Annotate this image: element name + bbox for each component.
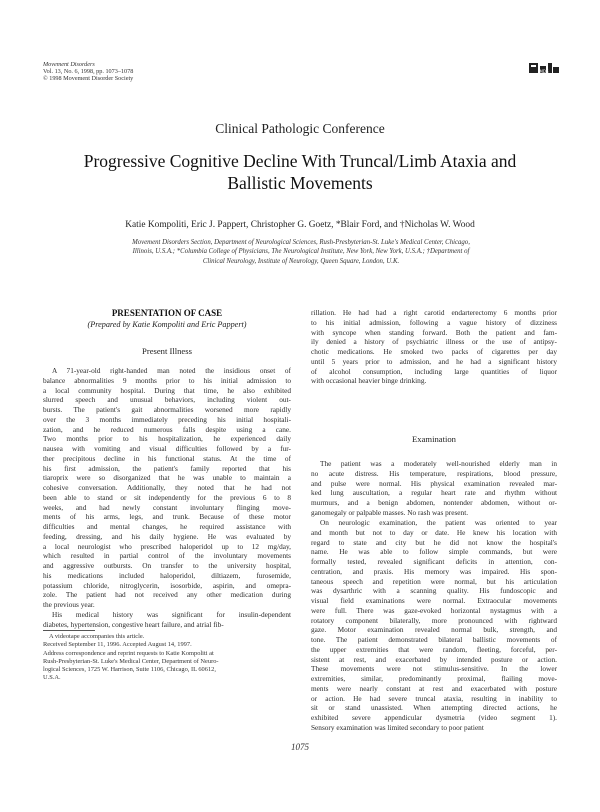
text-line: exhibited severe appendicular dysmetria (video segment 1). xyxy=(311,713,557,722)
text-line: chotic medications. He smoked two packs of cigarettes per day xyxy=(311,347,557,356)
publisher-logo xyxy=(528,61,560,75)
text-line: ganomegaly or palpable masses. No rash was present. xyxy=(311,507,469,517)
text-line: rotatory component bilaterally, more pronounced with rightward xyxy=(311,615,557,625)
text-line: no acute distress. His temperature, respirations, blood pressure, xyxy=(311,468,557,478)
presentation-subheading: (Prepared by Katie Kompoliti and Eric Pappert) xyxy=(87,320,247,329)
text-line: until 5 years prior to admission, and he had a significant history xyxy=(311,356,557,366)
text-line: his medications included haloperidol, diltiazem, furosemide, xyxy=(43,570,291,580)
text-line: His medical history was significant for insulin-dependent xyxy=(52,610,291,619)
journal-name: Movement Disorders xyxy=(43,61,95,68)
text-line: cohesive conversation. Additionally, they noted that he had not xyxy=(43,483,291,492)
text-line: feeding, dressing, and his daily hygiene. He was evaluated by xyxy=(43,531,291,541)
text-line: Received September 11, 1996. Accepted August 14, 1997. xyxy=(43,641,192,649)
text-line: his first admission, the patient's family reported that his xyxy=(43,463,291,473)
text-line: ily denied a history of psychiatric illness or the use of antipsy- xyxy=(311,337,557,347)
text-line: formally tested, revealed significant deficits in attention, con- xyxy=(311,557,557,566)
affiliation-line: Illinois, U.S.A.; *Columbia College of Physicians, The Neurological Institute, New York, New York, U.S.A.; †Department of xyxy=(132,248,470,256)
text-line: were full. There was gaze-evoked horizontal nystagmus with a xyxy=(311,605,557,615)
journal-info xyxy=(43,61,133,83)
page-number: 1075 xyxy=(291,742,309,752)
text-line: Address correspondence and reprint requests to Katie Kompoliti at xyxy=(43,649,214,657)
text-line: gaze. Motor examination revealed normal bulk, strength, and xyxy=(311,625,557,635)
present-illness-heading: Present Illness xyxy=(142,346,192,356)
text-line: extremities, similar, predominantly proximal, flailing move- xyxy=(311,674,557,683)
author-list: Katie Kompoliti, Eric J. Pappert, Christopher G. Goetz, *Blair Ford, and †Nicholas W. Wood xyxy=(125,220,475,230)
text-line: the previous year. xyxy=(43,600,95,609)
medical-history-paragraph xyxy=(43,610,291,630)
text-line: A 71-year-old right-handed man noted the insidious onset of xyxy=(52,366,291,375)
text-line: the upper extremities that were random, fleeting, forceful, per- xyxy=(311,644,557,654)
presentation-heading: PRESENTATION OF CASE xyxy=(111,308,223,318)
text-line: The patient was a moderately well-nourished elderly man in xyxy=(320,459,557,468)
examination-heading: Examination xyxy=(412,434,456,444)
text-line: and aggressive outbursts. On transfer to the university hospital, xyxy=(43,561,291,570)
present-illness-paragraph xyxy=(43,366,291,610)
text-line: diabetes, hypertension, congestive heart failure, and atrial fib- xyxy=(43,619,224,629)
text-line: and month but not to day or date. He knew his location with xyxy=(311,527,557,537)
article-title-line: Ballistic Movements xyxy=(227,173,373,193)
text-line: Sensory examination was limited secondary to poor patient xyxy=(311,722,484,732)
text-line: These movements were not stimulus-sensitive. In the lower xyxy=(311,664,557,674)
text-line: been able to stand or sit independently for the previous 6 to 8 xyxy=(43,492,291,502)
article-title xyxy=(60,150,540,194)
text-line: with occasional heavier binge drinking. xyxy=(311,376,427,386)
text-line: tone. The patient demonstrated bilateral ballistic movements of xyxy=(311,635,557,644)
text-line: difficulties and mental changes, he required assistance with xyxy=(43,522,291,531)
text-line: murmurs, and a benign abdomen, nontender abdomen, without or- xyxy=(311,498,557,507)
text-line: nausea with vomiting and visual difficulties followed by a fur- xyxy=(43,444,291,453)
physical-exam-paragraph xyxy=(311,459,557,518)
text-line: was dysarthric with a scanning quality. His fundoscopic and xyxy=(311,586,557,596)
text-line: Two months prior to his hospitalization, he experienced daily xyxy=(43,434,291,444)
text-line: sistent at rest, and exacerbated by intended posture or action. xyxy=(311,654,557,664)
text-line: with syncope when standing forward. Both the patient and fam- xyxy=(311,327,557,337)
text-line: zation, and he reduced numerous falls despite using a cane. xyxy=(43,424,291,434)
text-line: Rush-Presbyterian-St. Luke's Medical Center, Department of Neuro- xyxy=(43,657,219,665)
section-label: Clinical Pathologic Conference xyxy=(215,121,385,136)
footnote-divider xyxy=(43,630,95,631)
text-line: On neurologic examination, the patient was oriented to year xyxy=(320,518,557,527)
publisher-logo-text: MDS xyxy=(539,69,549,74)
text-line: potassium chloride, nitroglycerin, isosorbide, aspirin, and omepra- xyxy=(43,580,291,590)
text-line: A videotape accompanies this article. xyxy=(49,633,145,640)
affiliation-line: Clinical Neurology, Institute of Neurology, Queen Square, London, U.K. xyxy=(202,257,400,265)
affiliations xyxy=(43,238,559,266)
text-line: rillation. He had had a right carotid endarterectomy 6 months prior xyxy=(311,308,557,317)
text-line: visual field examinations were normal. Extraocular movements xyxy=(311,596,557,605)
text-line: ments were nearly constant at rest and exacerbated with posture xyxy=(311,683,557,693)
footnotes xyxy=(43,633,291,683)
text-line: of alcohol consumption, including large quantities of liquor xyxy=(311,366,557,376)
text-line: slurred speech and unusual behaviors, including violent out- xyxy=(43,395,291,405)
text-line: regard to state and city but he did not know the hospital's xyxy=(311,537,557,547)
text-line: tiaroprix were so disorganized that he was unable to maintain a xyxy=(43,473,291,483)
text-line: a local neurologist who prescribed haloperidol up to 12 mg/day, xyxy=(43,541,291,551)
affiliation-line: Movement Disorders Section, Department of Neurological Sciences, Rush-Presbyterian-St. Luke's Medical Center, Chicago, xyxy=(132,239,470,246)
text-line: name. He was able to follow simple commands, but were xyxy=(311,547,557,557)
text-line: bursts. The patient's gait abnormalities worsened more rapidly xyxy=(43,405,291,414)
journal-volume: Vol. 13, No. 6, 1998, pp. 1073–1078 xyxy=(43,68,134,76)
text-line: zole. The patient had not received any other medication during xyxy=(43,590,291,600)
article-title-line: Progressive Cognitive Decline With Truncal/Limb Ataxia and xyxy=(83,151,517,171)
text-line: which resulted in partial control of the involuntary movements xyxy=(43,551,291,561)
text-line: ked lung auscultation, a regular heart rate and rhythm without xyxy=(311,488,557,498)
text-line: logical Sciences, 1725 W. Harrison, Suite 1106, Chicago, IL 60612, xyxy=(43,666,216,674)
text-line: ments of his arms, legs, and trunk. Because of these motor xyxy=(43,512,291,522)
neurologic-exam-paragraph xyxy=(311,518,557,733)
text-line: U.S.A. xyxy=(43,674,61,682)
text-line: weeks, and had newly constant involuntary flinging move- xyxy=(43,502,291,512)
text-line: taneous speech and repetition were normal, but his articulation xyxy=(311,576,557,586)
journal-copyright: © 1998 Movement Disorder Society xyxy=(43,75,134,83)
history-continued-paragraph xyxy=(311,308,557,386)
text-line: to his initial admission, following a vague history of dizziness xyxy=(311,317,557,327)
publisher-logo-icon xyxy=(528,61,560,75)
text-line: and pulse were normal. His physical examination revealed mar- xyxy=(311,478,557,488)
text-line: centration, and praxis. His memory was impaired. His spon- xyxy=(311,566,557,576)
text-line: over the 3 months immediately preceding his initial hospitali- xyxy=(43,414,291,424)
text-line: balance abnormalities 9 months prior to his initial admission to xyxy=(43,375,291,385)
text-line: sit or stand unassisted. When attempting directed actions, he xyxy=(311,703,557,713)
text-line: or action. He had severe truncal ataxia, resulting in inability to xyxy=(311,693,557,703)
text-line: a local community hospital. During that time, he also exhibited xyxy=(43,385,291,395)
text-line: ther precipitous decline in his functional status. At the time of xyxy=(43,453,291,463)
